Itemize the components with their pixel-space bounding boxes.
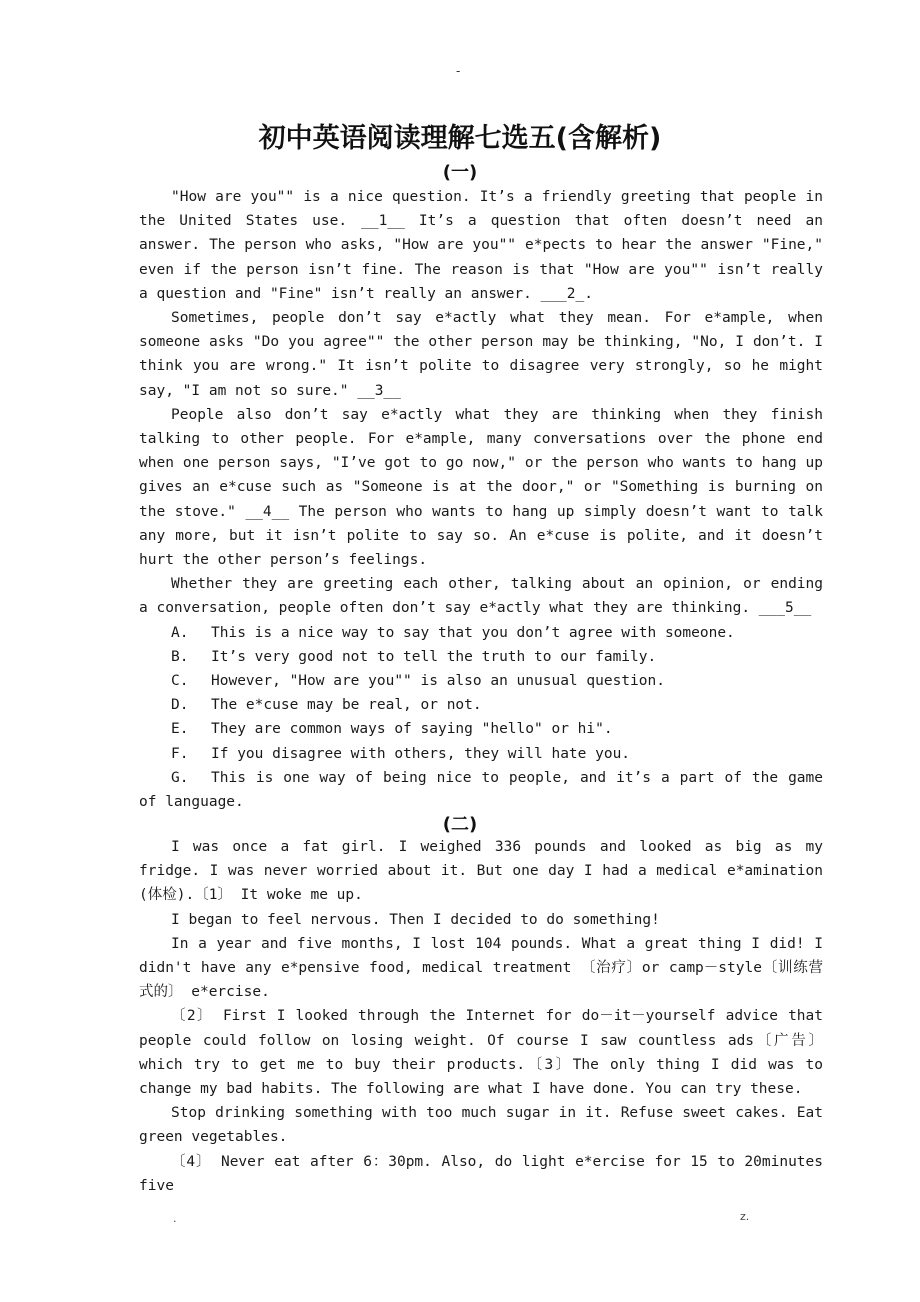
paragraph: People also don’t say e*actly what they are thinking when they finish talking to other people. For e*ample, many conversations over the phone end when one person says, "I’ve got to go now," or the person who wants to hang up gives an e*cuse such as "Someone is at the door," or "Something is burning on the stove." __4__ The person who wants to hang up simply doesn’t want to talk any more, but it isn’t polite to say so. An e*cuse is polite, and it doesn’t hurt the other person’s feelings. bbox=[139, 406, 823, 569]
page-title: 初中英语阅读理解七选五(含解析) bbox=[258, 123, 662, 154]
paragraph: 〔4〕 Never eat after 6：30pm. Also, do light e*ercise for 15 to 20minutes five bbox=[139, 1153, 823, 1194]
paragraph: Stop drinking something with too much sugar in it. Refuse sweet cakes. Eat green vegetables. bbox=[139, 1105, 823, 1146]
paragraph: I was once a fat girl. I weighed 336 pounds and looked as big as my fridge. I was never worried about it. But one day I had a medical e*amination (体检).〔1〕 It woke me up. bbox=[139, 839, 823, 904]
paragraph: 〔2〕 First I looked through the Internet for do－it－yourself advice that people could follow on losing weight. Of course I saw countless ads〔广告〕which try to get me to buy their products.〔3〕The only thing I did was to change my bad habits. The following are what I have done. You can try these. bbox=[139, 1008, 823, 1098]
paragraph: I began to feel nervous. Then I decided to do something! bbox=[171, 911, 660, 928]
paragraph: Whether they are greeting each other, talking about an opinion, or ending a conversation, people often don’t say e*actly what they are thinking. ___5__ bbox=[139, 576, 823, 617]
option-b: B. It’s very good not to tell the truth to our family. bbox=[171, 648, 657, 665]
footer-left-mark: . bbox=[173, 1212, 177, 1225]
section-1-body bbox=[139, 185, 823, 814]
option-f: F. If you disagree with others, they will hate you. bbox=[171, 745, 631, 762]
option-g: G. This is one way of being nice to people, and it’s a part of the game of language. bbox=[139, 769, 823, 811]
option-c: C. However, "How are you"" is also an unusual question. bbox=[171, 673, 665, 690]
section-1-heading: (一) bbox=[442, 162, 478, 183]
header-mark: - bbox=[456, 64, 461, 78]
section-2-heading: (二) bbox=[442, 814, 478, 835]
footer-right-mark: z. bbox=[740, 1210, 750, 1223]
paragraph: Sometimes, people don’t say e*actly what they mean. For e*ample, when someone asks "Do you agree"" the other person may be thinking, "No, I don’t. I think you are wrong." It isn’t polite to disagree very strongly, so he might say, "I am not so sure." __3__ bbox=[139, 310, 823, 399]
paragraph: In a year and five months, I lost 104 pounds. What a great thing I did! I didn't have any e*pensive food, medical treatment 〔治疗〕or camp－style〔训练营式的〕 e*ercise. bbox=[139, 935, 823, 1001]
option-e: E. They are common ways of saying "hello" or hi". bbox=[171, 721, 613, 738]
option-d: D. The e*cuse may be real, or not. bbox=[171, 697, 482, 714]
section-2-body bbox=[139, 835, 823, 1198]
option-a: A. This is a nice way to say that you don’t agree with someone. bbox=[171, 624, 735, 641]
paragraph: "How are you"" is a nice question. It’s a friendly greeting that people in the United States use. __1__ It’s a question that often doesn’t need an answer. The person who asks, "How are you"" e*pects to hear the answer "Fine," even if the person isn’t fine. The reason is that "How are you"" isn’t really a question and "Fine" isn’t really an answer. ___2_. bbox=[139, 189, 823, 302]
